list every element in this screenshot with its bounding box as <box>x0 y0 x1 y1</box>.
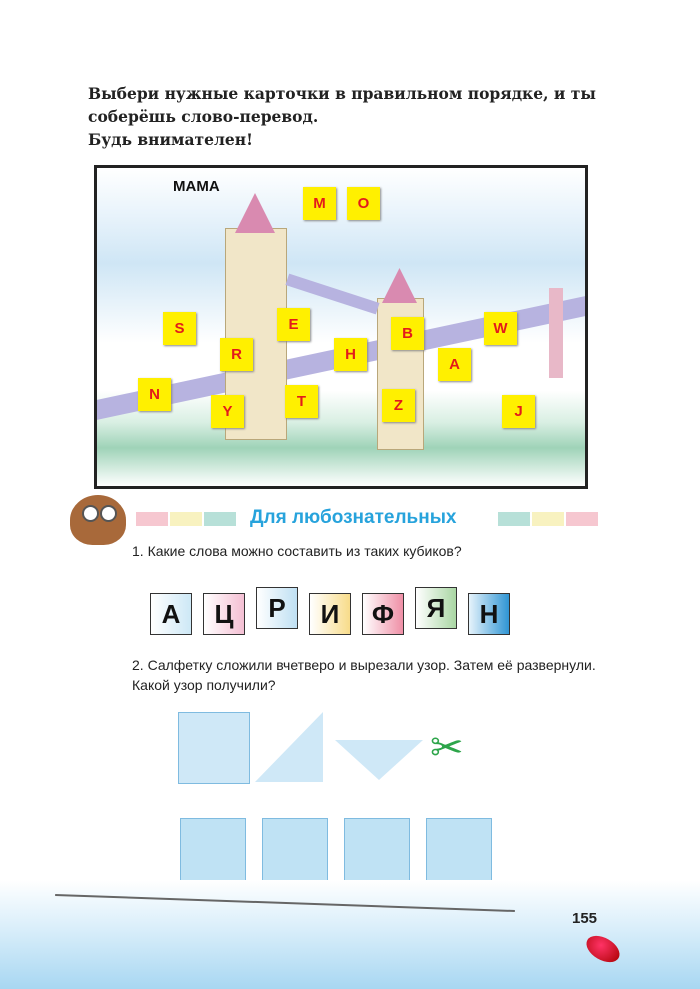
instruction-line1: Выбери нужные карточки в правильном порядке, и ты соберёшь слово-перевод. <box>88 84 596 126</box>
section-title: Для любознательных <box>250 507 457 528</box>
letter-card[interactable]: E <box>277 308 310 341</box>
letter-card[interactable]: R <box>220 338 253 371</box>
napkin-folded-twice <box>335 740 423 780</box>
mouse-cable <box>55 894 515 912</box>
cube: Ф <box>362 593 404 635</box>
owl-icon <box>70 495 126 545</box>
stripe <box>170 512 202 526</box>
stripe <box>532 512 564 526</box>
question-2: 2. Салфетку сложили вчетверо и вырезали узор. Затем её развернули. Какой узор получили? <box>132 657 596 693</box>
letter-card[interactable]: T <box>285 385 318 418</box>
cube: Ц <box>203 593 245 635</box>
letter-card[interactable]: S <box>163 312 196 345</box>
cube: Я <box>415 587 457 629</box>
page-footer <box>0 880 700 989</box>
page-number: 155 <box>572 910 598 927</box>
napkin-folded-once <box>255 712 323 782</box>
letter-card[interactable]: M <box>303 187 336 220</box>
snowflake-pattern-3[interactable] <box>344 818 410 884</box>
cube: И <box>309 593 351 635</box>
letter-card[interactable]: J <box>502 395 535 428</box>
stripe <box>136 512 168 526</box>
tower-roof <box>382 268 417 303</box>
letter-card[interactable]: Y <box>211 395 244 428</box>
stripe <box>566 512 598 526</box>
letter-card[interactable]: H <box>334 338 367 371</box>
big-ben <box>549 288 563 378</box>
computer-mouse-icon <box>582 930 624 967</box>
tower-roof <box>235 193 275 233</box>
word-mama: МАМА <box>173 178 220 195</box>
cube: А <box>150 593 192 635</box>
snowflake-pattern-4[interactable] <box>426 818 492 884</box>
letter-card[interactable]: W <box>484 312 517 345</box>
instruction-line2: Будь внимателен! <box>88 130 253 149</box>
stripe <box>498 512 530 526</box>
tower-bridge-picture <box>94 165 588 489</box>
cube: Р <box>256 587 298 629</box>
letter-card[interactable]: N <box>138 378 171 411</box>
instruction-text <box>88 82 628 151</box>
scissors-icon: ✂ <box>430 726 464 770</box>
snowflake-pattern-1[interactable] <box>180 818 246 884</box>
letter-card[interactable]: B <box>391 317 424 350</box>
cube: Н <box>468 593 510 635</box>
section-header <box>70 495 610 545</box>
letter-cubes <box>150 585 530 635</box>
letter-card[interactable]: Z <box>382 389 415 422</box>
napkin-unfolded <box>178 712 250 784</box>
letter-card[interactable]: O <box>347 187 380 220</box>
question-1: 1. Какие слова можно составить из таких кубиков? <box>132 543 462 559</box>
snowflake-pattern-2[interactable] <box>262 818 328 884</box>
stripe <box>204 512 236 526</box>
letter-card[interactable]: A <box>438 348 471 381</box>
